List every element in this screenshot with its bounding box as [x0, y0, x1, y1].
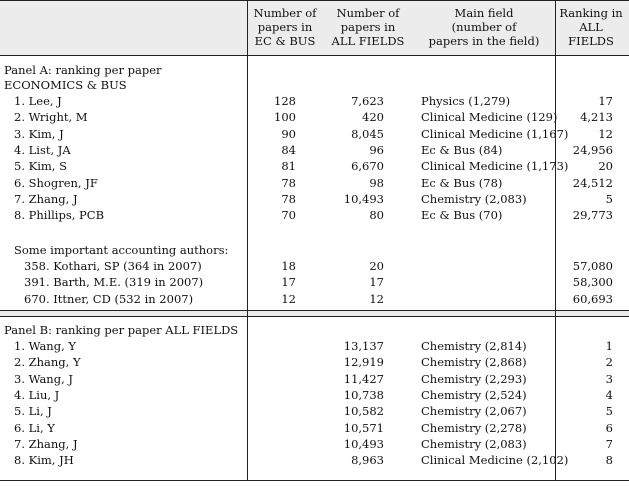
papers-allfields: 20 [369, 259, 384, 273]
main-field: Chemistry (2,067) [421, 404, 527, 419]
main-field: Chemistry (2,868) [421, 355, 527, 370]
ranking-allfields: 29,773 [572, 208, 613, 223]
main-field: Ec & Bus (78) [421, 175, 503, 190]
papers-allfields: 11,427 [343, 371, 384, 386]
papers-ecbus: 12 [281, 291, 296, 306]
papers-allfields: 6,670 [351, 159, 384, 174]
author-name: 1. Lee, J [14, 94, 62, 108]
ranking-allfields: 57,080 [572, 259, 613, 273]
author-name: 7. Zhang, J [14, 191, 78, 206]
header-ranking: Ranking in ALL FIELDS [559, 6, 623, 48]
papers-ecbus: 78 [281, 191, 296, 206]
papers-ecbus: 70 [281, 208, 296, 223]
main-field: Chemistry (2,293) [421, 371, 527, 386]
author-name: 358. Kothari, SP (364 in 2007) [24, 259, 202, 273]
main-field: Ec & Bus (70) [421, 208, 503, 223]
ranking-allfields: 58,300 [572, 275, 613, 290]
table-bottom-rule [0, 480, 629, 481]
papers-allfields: 10,493 [343, 436, 384, 451]
papers-ecbus: 128 [274, 94, 296, 108]
author-name: 8. Phillips, PCB [14, 208, 105, 223]
ranking-allfields: 8 [605, 453, 613, 468]
main-field: Chemistry (2,524) [421, 387, 527, 402]
papers-allfields: 8,045 [351, 126, 384, 141]
panel-a-bottom-rule [0, 310, 629, 311]
papers-allfields: 12 [369, 291, 384, 306]
header-allfields: Number of papers in ALL FIELDS [331, 6, 405, 48]
papers-allfields: 12,919 [343, 355, 384, 370]
author-name: 8. Kim, JH [14, 453, 74, 468]
author-name: 670. Ittner, CD (532 in 2007) [24, 291, 194, 306]
panel-a-subtitle: ECONOMICS & BUS [4, 78, 127, 92]
ranking-allfields: 20 [598, 159, 613, 174]
papers-ecbus: 100 [274, 110, 296, 125]
main-field: Chemistry (2,083) [421, 191, 527, 206]
papers-allfields: 10,493 [343, 191, 384, 206]
ranking-allfields: 6 [605, 420, 613, 435]
main-field: Ec & Bus (84) [421, 142, 503, 157]
author-name: 4. List, JA [14, 142, 71, 157]
ranking-allfields: 2 [605, 355, 613, 370]
main-field: Chemistry (2,814) [421, 339, 527, 353]
column-divider-2 [555, 0, 556, 481]
main-field: Clinical Medicine (1,173) [421, 159, 569, 174]
papers-allfields: 13,137 [343, 339, 384, 353]
ranking-allfields: 7 [605, 436, 613, 451]
ranking-allfields: 4 [605, 387, 613, 402]
papers-ecbus: 78 [281, 175, 296, 190]
ranking-allfields: 3 [605, 371, 613, 386]
ranking-allfields: 24,956 [572, 142, 613, 157]
papers-allfields: 98 [369, 175, 384, 190]
main-field: Clinical Medicine (129) [421, 110, 558, 125]
papers-ecbus: 84 [281, 142, 296, 157]
author-name: 5. Li, J [14, 404, 52, 419]
top-rule [0, 0, 629, 1]
ranking-allfields: 1 [605, 339, 613, 353]
header-bottom-rule [0, 55, 629, 56]
author-name: 2. Wright, M [14, 110, 88, 125]
papers-allfields: 10,582 [343, 404, 384, 419]
author-name: 7. Zhang, J [14, 436, 78, 451]
header-mainfield: Main field (number of papers in the field) [428, 6, 540, 48]
papers-allfields: 96 [369, 142, 384, 157]
papers-ecbus: 81 [281, 159, 296, 174]
panel-a-title: Panel A: ranking per paper [4, 63, 162, 77]
main-field: Chemistry (2,278) [421, 420, 527, 435]
papers-ecbus: 18 [281, 259, 296, 273]
papers-allfields: 8,963 [351, 453, 384, 468]
ranking-allfields: 5 [605, 191, 613, 206]
panel-b-title: Panel B: ranking per paper ALL FIELDS [4, 323, 239, 337]
accounting-authors-title: Some important accounting authors: [14, 243, 229, 257]
ranking-allfields: 12 [598, 126, 613, 141]
panel-b-top-rule [0, 316, 629, 317]
ranking-allfields: 24,512 [572, 175, 613, 190]
papers-allfields: 17 [369, 275, 384, 290]
header-ecbus: Number of papers in EC & BUS [253, 6, 317, 48]
author-name: 4. Liu, J [14, 387, 60, 402]
main-field: Chemistry (2,083) [421, 436, 527, 451]
author-name: 391. Barth, M.E. (319 in 2007) [24, 275, 204, 290]
papers-ecbus: 90 [281, 126, 296, 141]
papers-allfields: 80 [369, 208, 384, 223]
author-name: 5. Kim, S [14, 159, 67, 174]
author-name: 1. Wang, Y [14, 339, 76, 353]
ranking-allfields: 4,213 [580, 110, 613, 125]
column-divider-1 [247, 0, 248, 481]
author-name: 3. Wang, J [14, 371, 73, 386]
main-field: Clinical Medicine (2,102) [421, 453, 569, 468]
papers-allfields: 10,571 [343, 420, 384, 435]
author-name: 6. Li, Y [14, 420, 55, 435]
author-name: 6. Shogren, JF [14, 175, 98, 190]
papers-allfields: 10,738 [343, 387, 384, 402]
author-name: 3. Kim, J [14, 126, 64, 141]
papers-allfields: 420 [362, 110, 384, 125]
papers-ecbus: 17 [281, 275, 296, 290]
ranking-allfields: 5 [605, 404, 613, 419]
main-field: Clinical Medicine (1,167) [421, 126, 569, 141]
ranking-allfields: 17 [598, 94, 613, 108]
author-name: 2. Zhang, Y [14, 355, 81, 370]
papers-allfields: 7,623 [351, 94, 384, 108]
ranking-allfields: 60,693 [572, 291, 613, 306]
main-field: Physics (1,279) [421, 94, 511, 108]
